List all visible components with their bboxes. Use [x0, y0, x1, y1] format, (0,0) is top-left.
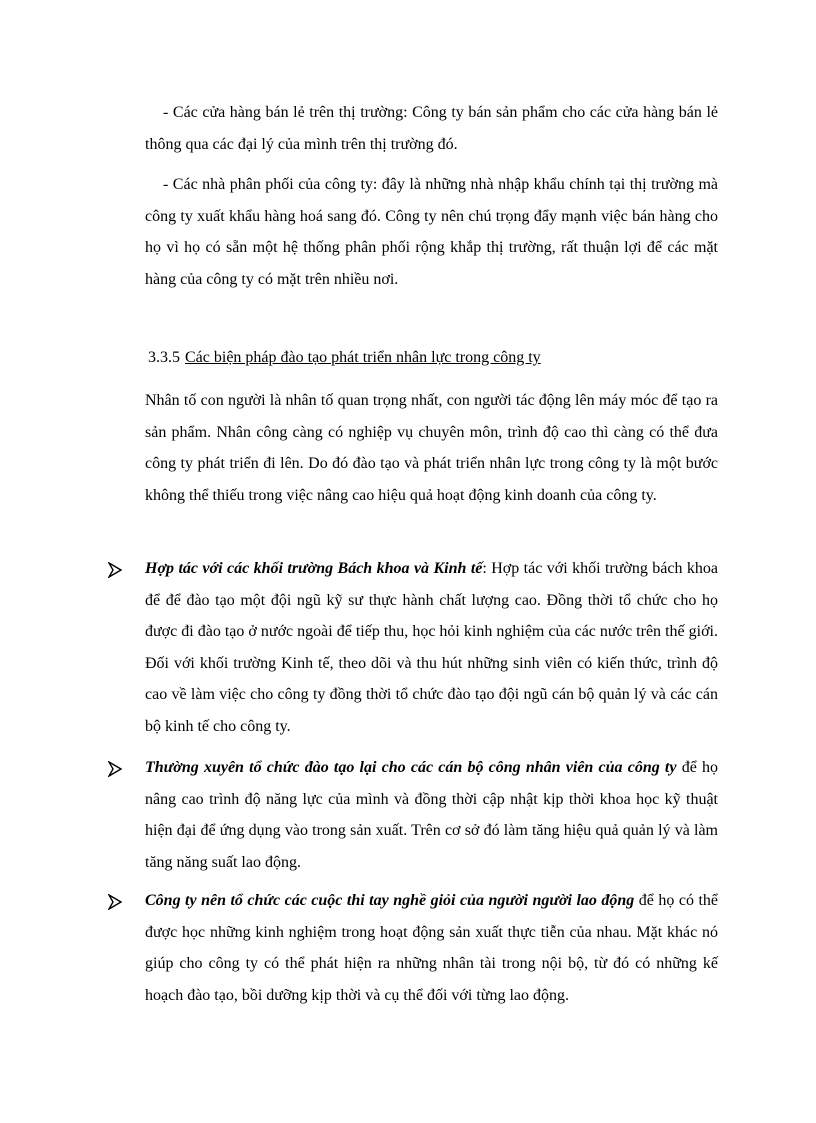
arrow-bullet-icon	[108, 761, 124, 777]
distributors-paragraph: - Các nhà phân phối của công ty: đây là những nhà nhập khẩu chính tại thị trường mà công ty xuất khẩu hàng hoá sang đó. Công ty nên chú trọng đẩy mạnh việc bán hàng cho họ vì họ có sẵn một hệ thống phân phối rộng khắp thị trường, rất thuận lợi để các mặt hàng của công ty có mặt trên nhiều nơi.	[145, 176, 718, 288]
list-item	[145, 885, 718, 1011]
list-item	[145, 752, 718, 878]
list-item-text: để họ có thể được học những kinh nghiệm trong hoạt động sản xuất thực tiễn của nhau. Mặt khác nó giúp cho công ty có thể phát hiện ra những nhân tài trong nội bộ, từ đó có những kế hoạch đào tạo, bồi dưỡng kịp thời và cụ thể đối với từng lao động.	[145, 892, 719, 1004]
section-number: 3.3.5	[148, 349, 180, 366]
list-item-lead: Hợp tác với các khối trường Bách khoa và Kinh tế	[145, 560, 483, 577]
retail-paragraph: - Các cửa hàng bán lẻ trên thị trường: Công ty bán sản phẩm cho các cửa hàng bán lẻ thông qua các đại lý của mình trên thị trường đó.	[145, 104, 718, 153]
section-title: Các biện pháp đào tạo phát triển nhân lực trong công ty	[185, 349, 541, 366]
section-intro-paragraph: Nhân tố con người là nhân tố quan trọng nhất, con người tác động lên máy móc để tạo ra sản phẩm. Nhân công càng có nghiệp vụ chuyên môn, trình độ cao thì càng có thể đưa công ty phát triển đi lên. Do đó đào tạo và phát triển nhân lực trong công ty là một bước không thể thiếu trong việc nâng cao hiệu quả hoạt động kinh doanh của công ty.	[145, 392, 718, 504]
list-item	[145, 553, 718, 742]
section-heading	[148, 344, 541, 372]
arrow-bullet-icon	[108, 894, 124, 910]
list-item-text: : Hợp tác với khối trường bách khoa để để đào tạo một đội ngũ kỹ sư thực hành chất lượng cao. Đồng thời tổ chức cho họ được đi đào tạo ở nước ngoài để tiếp thu, học hỏi kinh nghiệm của các nước trên thế giới. Đối với khối trường Kinh tế, theo dõi và thu hút những sinh viên có kiến thức, trình độ cao về làm việc cho công ty đồng thời tổ chức đào tạo đội ngũ cán bộ quản lý và các cán bộ kinh tế cho công ty.	[145, 560, 719, 735]
arrow-bullet-icon	[108, 562, 124, 578]
list-item-lead: Thường xuyên tổ chức đào tạo lại cho các cán bộ công nhân viên của công ty	[145, 759, 677, 776]
list-item-text: để họ nâng cao trình độ năng lực của mình và đồng thời cập nhật kịp thời khoa học kỹ thuật hiện đại để ứng dụng vào trong sản xuất. Trên cơ sở đó làm tăng hiệu quả quản lý và làm tăng năng suất lao động.	[145, 759, 718, 871]
list-item-lead: Công ty nên tổ chức các cuộc thi tay nghề giỏi của người người lao động	[145, 892, 635, 909]
